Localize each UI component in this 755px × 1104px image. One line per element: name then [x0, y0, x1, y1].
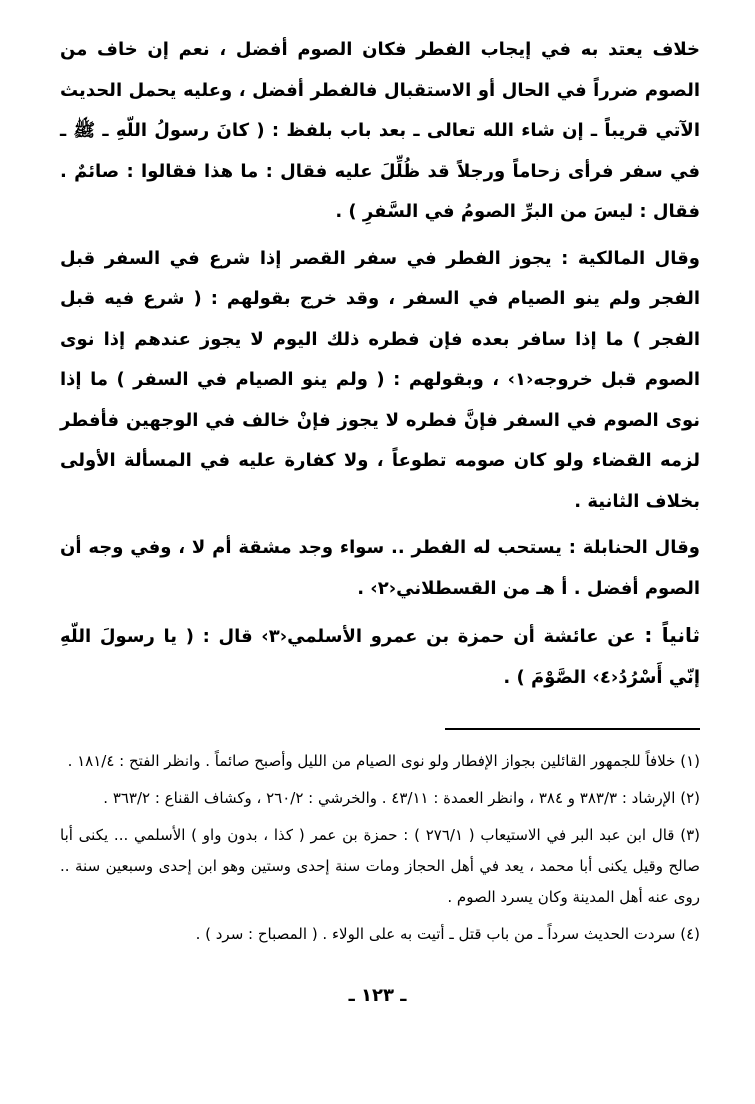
paragraph-2: وقال المالكية : يجوز الفطر في سفر القصر إذا شرع في السفر قبل الفجر ولم ينو الصيام في السفر ، وقد خرج بقولهم : ( شرع فيه قبل الفجر ) ما إذا سافر بعده فإن فطره ذلك اليوم لا يجوز عندهم إذا نوى الصوم قبل خروجه‹١› ، وبقولهم : ( ولم ينو الصيام في السفر ) ما إذا نوى الصوم في السفر فإنَّ فطره لا يجوز فإنْ خالف في الوجهين فأفطر لزمه القضاء ولو كان صومه تطوعاً ، ولا كفارة عليه في المسألة الأولى بخلاف الثانية . [60, 247, 701, 512]
footnotes [60, 746, 700, 950]
footnote-2: (٢) الإرشاد : ٣٨٣/٣ و ٣٨٤ ، وانظر العمدة : ٤٣/١١ . والخرشي : ٢٦٠/٢ ، وكشاف القناع : ٣٦٣/٢ . [103, 789, 700, 807]
section-marker: ثانياً : [644, 623, 700, 647]
footnote-1: (١) خلافاً للجمهور القائلين بجواز الإفطار ولو نوى الصيام من الليل وأصبح صائماً . وانظر الفتح : ١٨١/٤ . [67, 752, 700, 770]
page-number: ـ ١٢٣ ـ [348, 985, 407, 1006]
footnote-divider [445, 728, 700, 730]
footnote-3: (٣) قال ابن عبد البر في الاستيعاب ( ٢٧٦/١ ) : حمزة بن عمر ( كذا ، بدون واو ) الأسلمي ... يكنى أبا صالح وقيل يكنى أبا محمد ، يعد في أهل الحجاز ومات سنة إحدى وستين وهو ابن إحدى وسبعين سنة .. روى عنه أهل المدينة وكان يسرد الصوم . [60, 826, 700, 906]
main-text [60, 30, 700, 698]
paragraph-4 [60, 615, 700, 698]
paragraph-4-text: عن عائشة أن حمزة بن عمرو الأسلمي‹٣› قال : ( يا رسولَ اللّهِ إنّي أَسْرُدُ‹٤› الصَّوْمَ ) . [60, 626, 700, 688]
footnote-4: (٤) سردت الحديث سرداً ـ من باب قتل ـ أتيت به على الولاء . ( المصباح : سرد ) . [195, 925, 700, 943]
paragraph-1: خلاف يعتد به في إيجاب الفطر فكان الصوم أفضل ، نعم إن خاف من الصوم ضرراً في الحال أو الاستقبال فالفطر أفضل ، وعليه يحمل الحديث الآتي قريباً ـ إن شاء الله تعالى ـ بعد باب بلفظ : ( كانَ رسولُ اللّهِ ـ ﷺ ـ في سفر فرأى زحاماً ورجلاً قد ظُلِّلَ عليه فقال : ما هذا فقالوا : صائمٌ . فقال : ليسَ من البرِّ الصومُ في السَّفرِ ) . [60, 39, 700, 222]
paragraph-3: وقال الحنابلة : يستحب له الفطر .. سواء وجد مشقة أم لا ، وفي وجه أن الصوم أفضل . أ هـ من القسطلاني‹٢› . [60, 537, 700, 599]
